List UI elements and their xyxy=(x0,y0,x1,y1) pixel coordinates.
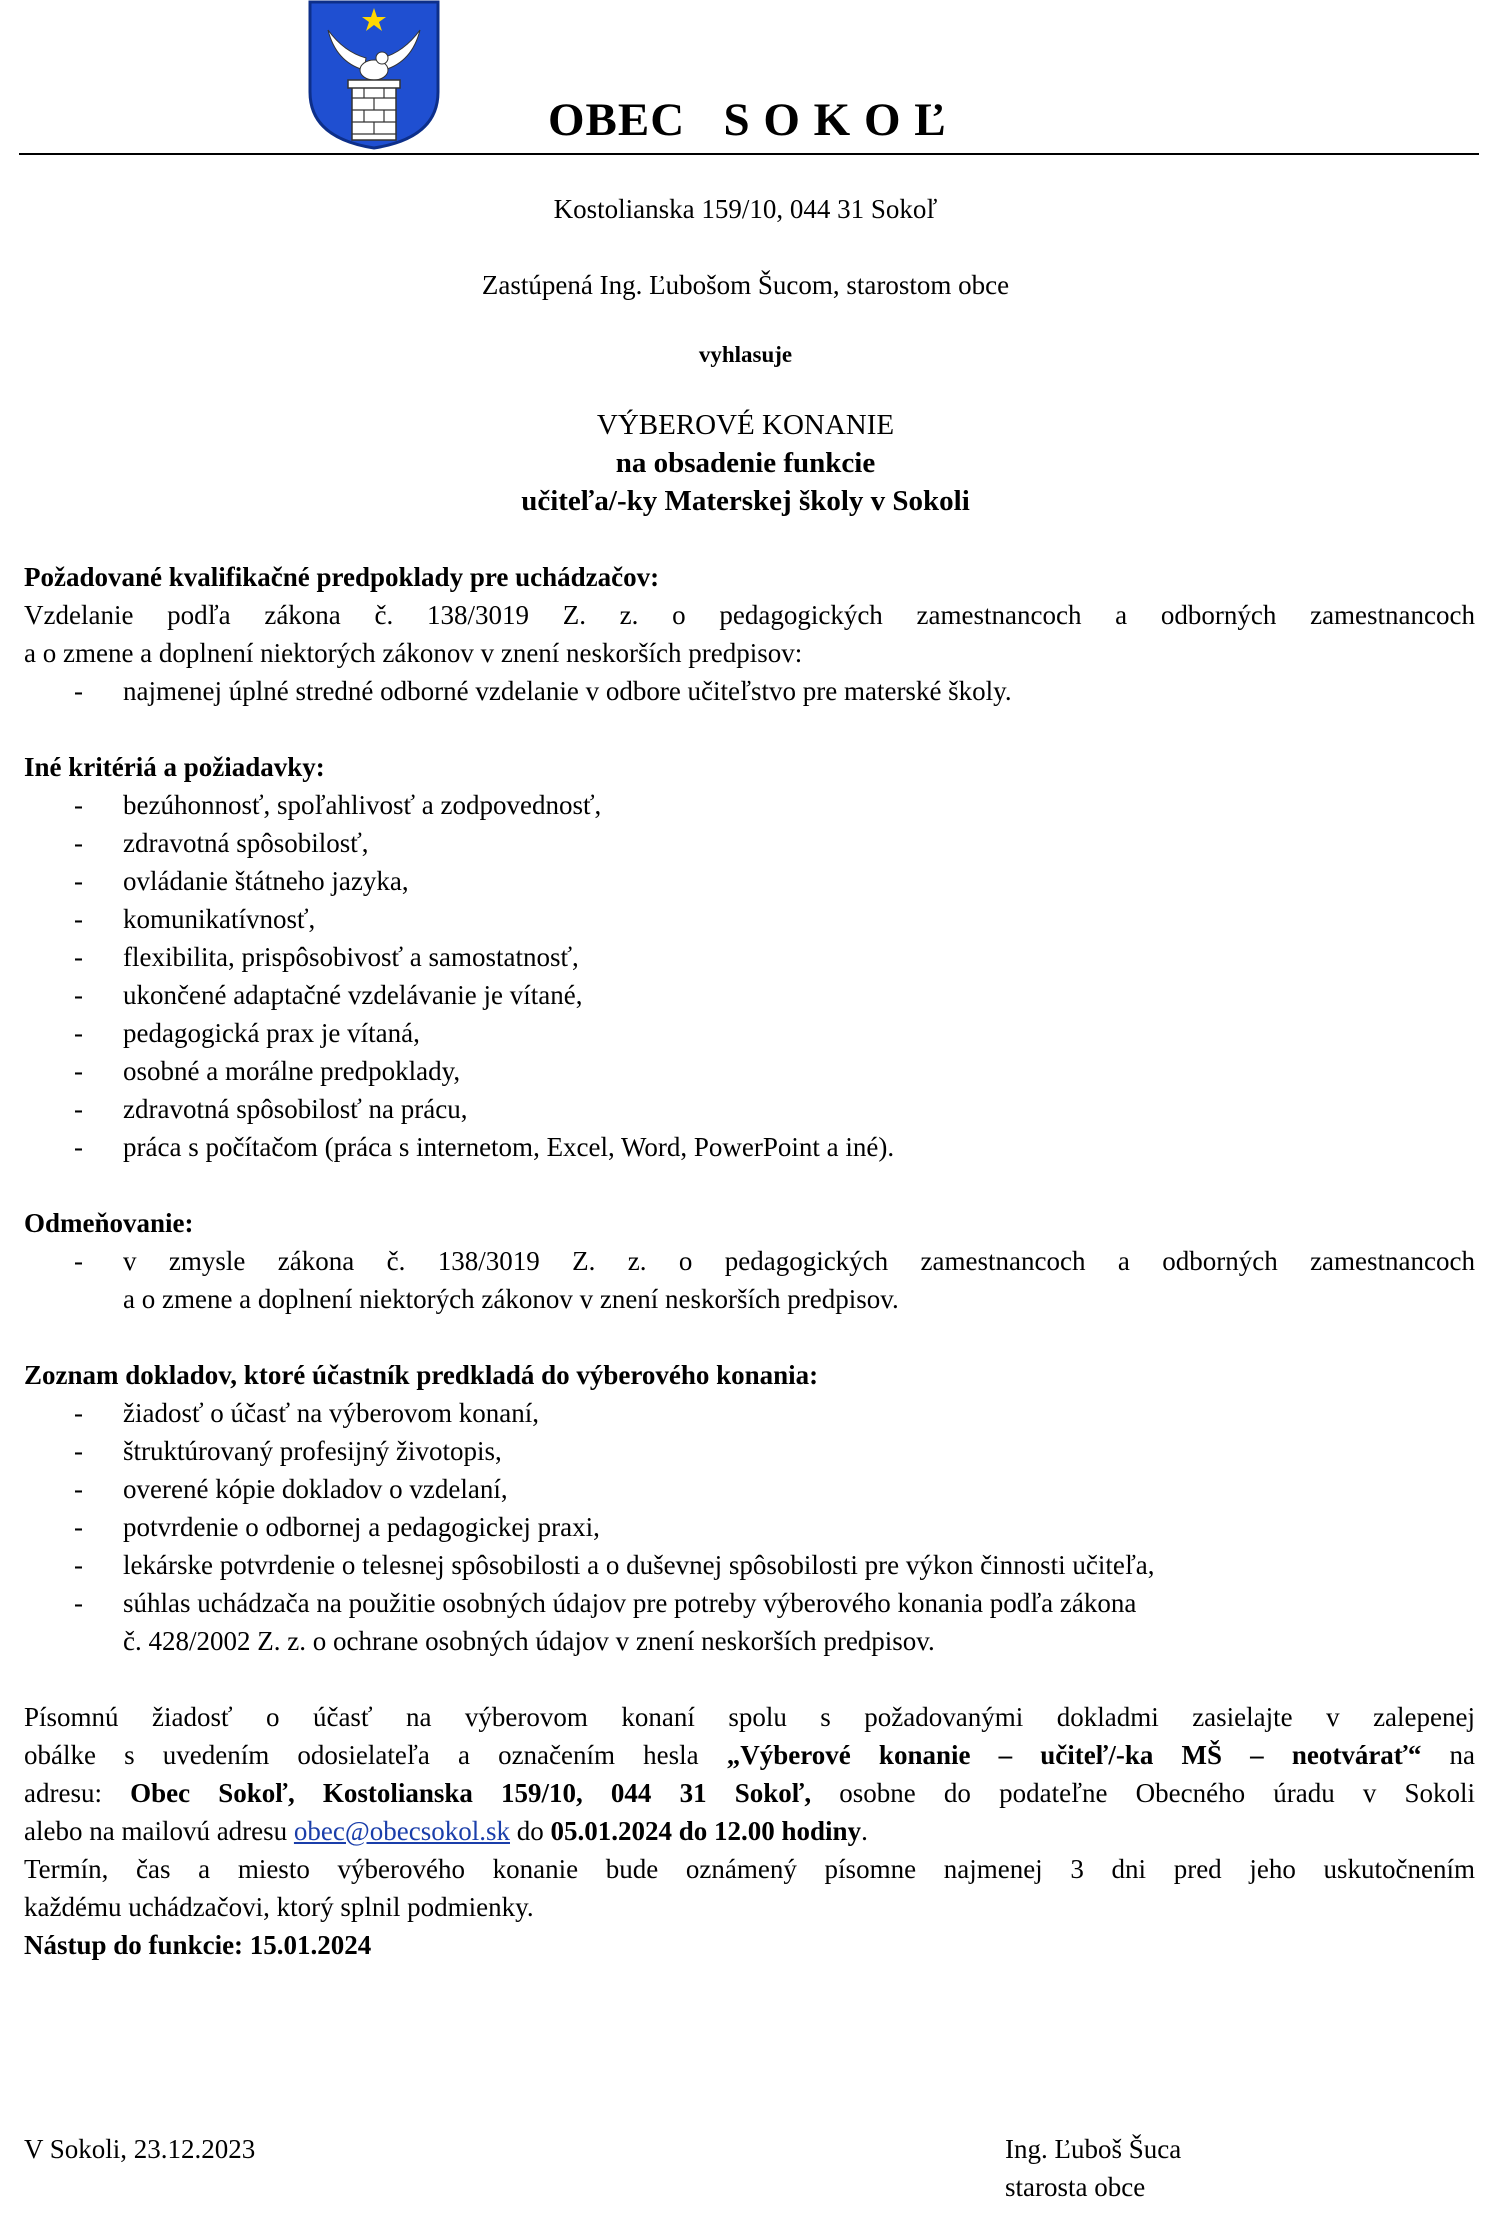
criteria-list xyxy=(24,786,1475,1166)
heading-line-1: VÝBEROVÉ KONANIE xyxy=(596,409,895,441)
list-marker: - xyxy=(74,1588,83,1618)
list-marker: - xyxy=(74,1474,83,1504)
list-marker: - xyxy=(74,980,83,1010)
list-item xyxy=(24,1546,1475,1584)
list-item xyxy=(24,1470,1475,1508)
header-divider xyxy=(19,153,1479,155)
heading-line-2: na obsadenie funkcie xyxy=(615,447,876,479)
list-item xyxy=(24,1128,1475,1166)
list-item xyxy=(24,1432,1475,1470)
list-item xyxy=(24,1090,1475,1128)
heading-line-3: učiteľa/-ky Materskej školy v Sokoli xyxy=(521,485,970,517)
list-item-text: pedagogická prax je vítaná, xyxy=(123,1018,420,1048)
remuneration-text-line-1: v zmysle zákona č. 138/3019 Z. z. o pedagogických zamestnancoch a odborných zamestnancoch xyxy=(123,1246,1475,1276)
submission-text: osobne do podateľne Obecného úradu v Sokoli xyxy=(811,1778,1476,1808)
list-item-text: lekárske potvrdenie o telesnej spôsobilosti a o duševnej spôsobilosti pre výkon činnosti učiteľa, xyxy=(123,1550,1155,1580)
list-item xyxy=(24,862,1475,900)
document-body xyxy=(24,558,1475,1964)
consent-line-2: č. 428/2002 Z. z. o ochrane osobných údajov v znení neskorších predpisov. xyxy=(123,1626,935,1656)
remuneration-text-line-2: a o zmene a doplnení niektorých zákonov v znení neskorších predpisov. xyxy=(123,1284,899,1314)
list-marker: - xyxy=(74,790,83,820)
envelope-label: „Výberové konanie – učiteľ/-ka MŠ – neotvárať“ xyxy=(726,1740,1422,1770)
list-marker: - xyxy=(74,942,83,972)
list-item xyxy=(24,1584,1475,1660)
list-marker: - xyxy=(74,866,83,896)
signatory-title: starosta obce xyxy=(1005,2172,1146,2202)
signature-block xyxy=(1005,2130,1181,2206)
submission-line-5: Termín, čas a miesto výberového konanie bude oznámený písomne najmenej 3 dni pred jeho uskutočnením xyxy=(24,1854,1475,1884)
criteria-heading: Iné kritériá a požiadavky: xyxy=(24,752,325,782)
municipality-title: OBEC S O K O Ľ xyxy=(548,94,947,146)
list-item xyxy=(24,900,1475,938)
documents-list xyxy=(24,1394,1475,1660)
list-item-text: ukončené adaptačné vzdelávanie je vítané, xyxy=(123,980,583,1010)
list-item-text: potvrdenie o odbornej a pedagogickej praxi, xyxy=(123,1512,600,1542)
list-marker: - xyxy=(74,1398,83,1428)
list-item xyxy=(24,938,1475,976)
submission-text: obálke s uvedením odosielateľa a označením hesla xyxy=(24,1740,727,1770)
postal-address: Obec Sokoľ, Kostolianska 159/10, 044 31 Sokoľ, xyxy=(130,1778,812,1808)
email-link[interactable]: obec@obecsokol.sk xyxy=(293,1816,510,1846)
list-item-text: žiadosť o účasť na výberovom konaní, xyxy=(123,1398,539,1428)
list-item xyxy=(24,1242,1475,1318)
list-item-text: osobné a morálne predpoklady, xyxy=(123,1056,461,1086)
list-marker: - xyxy=(74,1512,83,1542)
submission-text: na xyxy=(1421,1740,1476,1770)
submission-text: do xyxy=(510,1816,551,1846)
signatory-name: Ing. Ľuboš Šuca xyxy=(1005,2134,1182,2164)
list-item-text: zdravotná spôsobilosť na prácu, xyxy=(123,1094,468,1124)
list-item xyxy=(24,672,1475,710)
list-item-text: bezúhonnosť, spoľahlivosť a zodpovednosť, xyxy=(123,790,602,820)
submission-line-6: každému uchádzačovi, ktorý splnil podmienky. xyxy=(24,1892,534,1922)
list-item-text: ovládanie štátneho jazyka, xyxy=(123,866,409,896)
submission-line-3 xyxy=(24,1774,1475,1812)
list-item xyxy=(24,1508,1475,1546)
submission-text: . xyxy=(861,1816,868,1846)
list-marker: - xyxy=(74,828,83,858)
qualification-text-line-1: Vzdelanie podľa zákona č. 138/3019 Z. z. o pedagogických zamestnancoch a odborných zamestnancoch xyxy=(24,600,1475,630)
list-marker: - xyxy=(74,1018,83,1048)
announces-label: vyhlasuje xyxy=(698,342,793,367)
qualification-list xyxy=(24,672,1475,710)
list-item-text: práca s počítačom (práca s internetom, Excel, Word, PowerPoint a iné). xyxy=(123,1132,895,1162)
list-item xyxy=(24,1014,1475,1052)
list-marker: - xyxy=(74,676,83,706)
list-item-text: zdravotná spôsobilosť, xyxy=(123,828,369,858)
list-item xyxy=(24,1052,1475,1090)
represented-by: Zastúpená Ing. Ľubošom Šucom, starostom obce xyxy=(481,270,1010,300)
list-item xyxy=(24,824,1475,862)
list-item-text: overené kópie dokladov o vzdelaní, xyxy=(123,1474,508,1504)
deadline: 05.01.2024 do 12.00 hodiny xyxy=(550,1816,862,1846)
coat-of-arms-logo xyxy=(306,0,442,150)
municipality-address: Kostolianska 159/10, 044 31 Sokoľ xyxy=(553,194,938,224)
submission-line-2 xyxy=(24,1736,1475,1774)
list-item-text: najmenej úplné stredné odborné vzdelanie v odbore učiteľstvo pre materské školy. xyxy=(123,676,1012,706)
list-marker: - xyxy=(74,1094,83,1124)
list-marker: - xyxy=(74,1246,83,1276)
remuneration-list xyxy=(24,1242,1475,1318)
list-item xyxy=(24,1394,1475,1432)
list-item-text: komunikatívnosť, xyxy=(123,904,316,934)
list-item xyxy=(24,786,1475,824)
remuneration-heading: Odmeňovanie: xyxy=(24,1208,194,1238)
list-item xyxy=(24,976,1475,1014)
announcement-heading xyxy=(0,406,1491,520)
list-marker: - xyxy=(74,1056,83,1086)
list-marker: - xyxy=(74,904,83,934)
place-and-date: V Sokoli, 23.12.2023 xyxy=(24,2134,256,2164)
list-marker: - xyxy=(74,1132,83,1162)
list-item-text: štruktúrovaný profesijný životopis, xyxy=(123,1436,502,1466)
consent-line-1: súhlas uchádzača na použitie osobných údajov pre potreby výberového konania podľa zákona xyxy=(123,1588,1137,1618)
qualification-text-line-2: a o zmene a doplnení niektorých zákonov v znení neskorších predpisov: xyxy=(24,638,803,668)
submission-text: alebo na mailovú adresu xyxy=(24,1816,294,1846)
submission-line-4 xyxy=(24,1812,1475,1850)
list-marker: - xyxy=(74,1550,83,1580)
qualification-heading: Požadované kvalifikačné predpoklady pre uchádzačov: xyxy=(24,562,660,592)
submission-text: adresu: xyxy=(24,1778,131,1808)
submission-line-1: Písomnú žiadosť o účasť na výberovom konaní spolu s požadovanými dokladmi zasielajte v zalepenej xyxy=(24,1702,1475,1732)
documents-heading: Zoznam dokladov, ktoré účastník predkladá do výberového konania: xyxy=(24,1360,819,1390)
list-item-text: flexibilita, prispôsobivosť a samostatnosť, xyxy=(123,942,579,972)
start-date: Nástup do funkcie: 15.01.2024 xyxy=(24,1930,372,1960)
list-marker: - xyxy=(74,1436,83,1466)
